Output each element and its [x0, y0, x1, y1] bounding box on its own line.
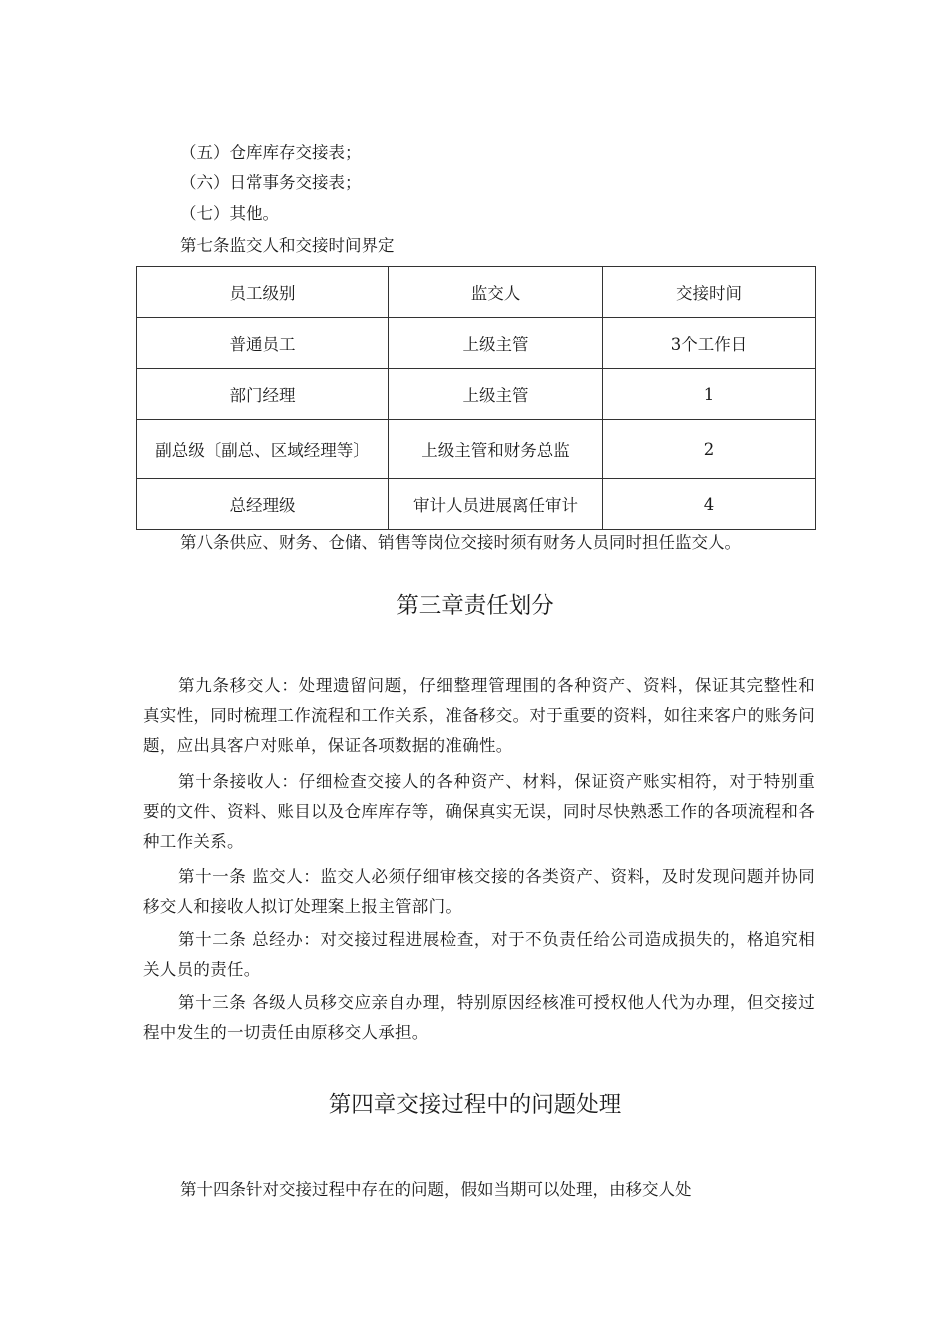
article-11-paragraph: 第十一条 监交人：监交人必须仔细审核交接的各类资产、资料，及时发现问题并协同移交人和接收人拟订处理案上报主管部门。	[143, 867, 815, 916]
article-12-paragraph: 第十二条 总经办：对交接过程进展检查，对于不负责任给公司造成损失的，格追究相关人员的责任。	[143, 930, 815, 979]
table-row	[137, 479, 816, 530]
table-cell: 上级主管	[389, 369, 603, 420]
article-14: 第十四条针对交接过程中存在的问题，假如当期可以处理，由移交人处	[180, 1180, 692, 1199]
table-cell: 总经理级	[137, 479, 389, 530]
table-cell: 2	[603, 420, 816, 479]
handover-table	[136, 266, 816, 530]
table-cell: 部门经理	[137, 369, 389, 420]
table-cell: 3个工作日	[603, 318, 816, 369]
table-row	[137, 420, 816, 479]
list-item-7: （七）其他。	[180, 204, 279, 223]
article-9-paragraph: 第九条移交人：处理遗留问题，仔细整理管理围的各种资产、资料，保证其完整性和真实性，同时梳理工作流程和工作关系，准备移交。对于重要的资料，如往来客户的账务问题，应出具客户对账单，保证各项数据的准确性。	[143, 676, 815, 755]
table-cell: 4	[603, 479, 816, 530]
article-8: 第八条供应、财务、仓储、销售等岗位交接时须有财务人员同时担任监交人。	[180, 533, 741, 552]
chapter-3-heading: 第三章责任划分	[396, 593, 554, 619]
table-cell: 副总级〔副总、区域经理等〕	[137, 420, 389, 479]
table-cell: 普通员工	[137, 318, 389, 369]
article-13-paragraph: 第十三条 各级人员移交应亲自办理，特别原因经核准可授权他人代为办理，但交接过程中发生的一切责任由原移交人承担。	[143, 993, 815, 1042]
table-cell: 审计人员进展离任审计	[389, 479, 603, 530]
table-cell: 上级主管	[389, 318, 603, 369]
list-item-5: （五）仓库库存交接表；	[180, 143, 362, 162]
header-employee-level: 员工级别	[137, 267, 389, 318]
table-row	[137, 318, 816, 369]
table-header-row	[137, 267, 816, 318]
table-row	[137, 369, 816, 420]
header-handover-time: 交接时间	[603, 267, 816, 318]
chapter-4-heading: 第四章交接过程中的问题处理	[328, 1092, 622, 1118]
table-cell: 1	[603, 369, 816, 420]
header-supervisor: 监交人	[389, 267, 603, 318]
list-item-6: （六）日常事务交接表；	[180, 173, 362, 192]
article-10-paragraph: 第十条接收人：仔细检查交接人的各种资产、材料，保证资产账实相符，对于特别重要的文件、资料、账目以及仓库库存等，确保真实无误，同时尽快熟悉工作的各项流程和各种工作关系。	[143, 772, 815, 851]
table-cell: 上级主管和财务总监	[389, 420, 603, 479]
article-7-title: 第七条监交人和交接时间界定	[180, 236, 395, 255]
